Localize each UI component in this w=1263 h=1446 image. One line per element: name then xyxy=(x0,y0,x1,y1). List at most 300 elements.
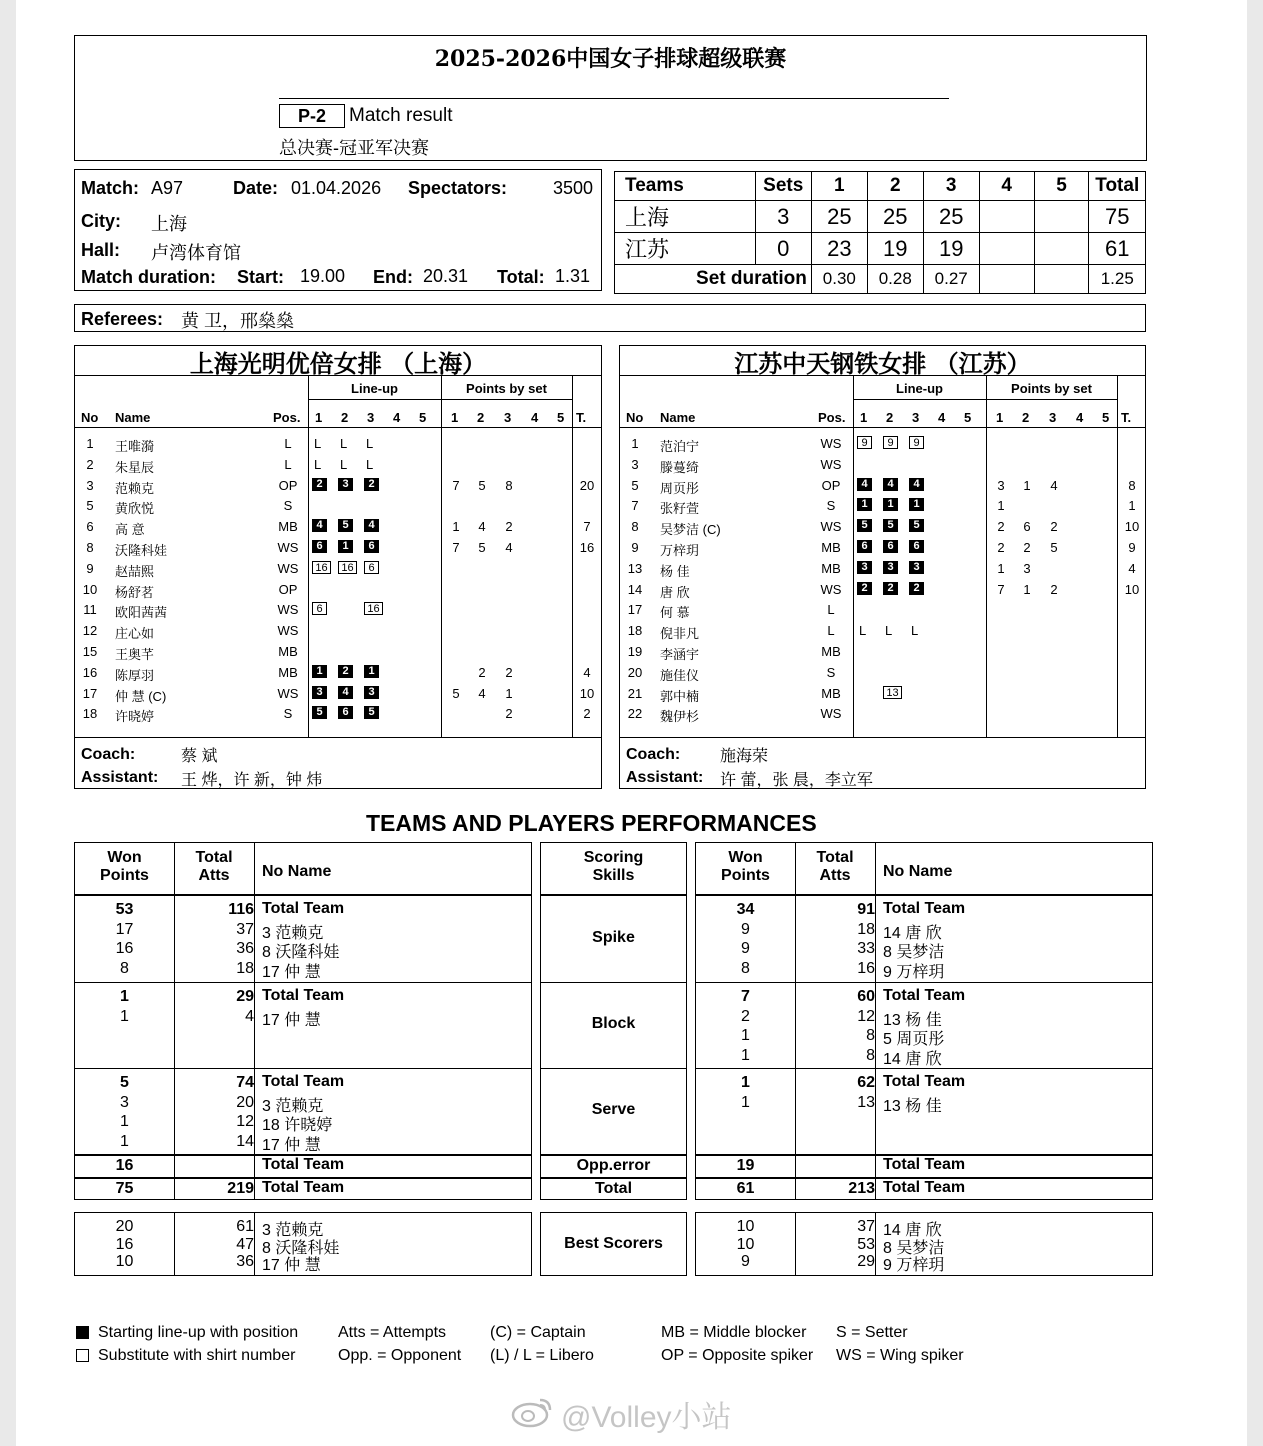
away-team-name: 江苏 xyxy=(615,233,756,265)
total-atts-header: Total Atts xyxy=(195,849,233,884)
best-scorer-points: 10 xyxy=(736,1235,755,1253)
opp_error-team-label: Total Team xyxy=(262,1156,345,1173)
teamB-points-header: Points by set xyxy=(1011,381,1092,396)
player-position: WS xyxy=(820,519,842,535)
libero-marker: L xyxy=(859,623,867,639)
points-set-1: 7 xyxy=(452,477,460,493)
opp_error-won-points: 16 xyxy=(115,1157,134,1174)
substitute-box: 9 xyxy=(909,436,924,449)
player-total-points: 9 xyxy=(1128,540,1136,555)
starting-position-box: 6 xyxy=(883,540,898,553)
player-total-points: 1 xyxy=(1128,498,1136,514)
points-set-1: 2 xyxy=(997,519,1005,535)
starting-position-box: 3 xyxy=(312,686,327,699)
title-rule xyxy=(279,98,949,99)
player-total-points: 4 xyxy=(1128,560,1136,576)
team-total-label: Total Team xyxy=(262,987,345,1004)
teamB-player-row xyxy=(620,537,1145,558)
player-position: MB xyxy=(821,644,841,659)
team-b-performance xyxy=(695,842,1153,1200)
player-position: S xyxy=(826,498,836,514)
starting-position-box: 3 xyxy=(857,561,872,574)
player-name: 朱星辰 xyxy=(115,459,155,475)
start-label: Start: xyxy=(237,267,285,287)
teamA-assistant-names: 王 烨，许 新，钟 炜 xyxy=(181,772,323,789)
teamA-coach-name: 蔡 斌 xyxy=(181,748,218,765)
points-set-3: 2 xyxy=(505,664,513,680)
player-name: 欧阳茜茜 xyxy=(115,605,168,621)
referees-names: 黄 卫，邢燊燊 xyxy=(181,311,295,331)
sets-total-duration: 1.25 xyxy=(1089,265,1146,294)
won-points-value: 8 xyxy=(120,959,129,977)
won-points-value: 9 xyxy=(741,940,750,957)
column-divider xyxy=(254,1213,255,1275)
player-name: 滕蔓绮 xyxy=(660,459,700,475)
player-number: 19 xyxy=(627,644,643,659)
teamB-player-row xyxy=(620,579,1145,600)
player-number: 17 xyxy=(82,685,98,701)
legend-captain: (C) = Captain xyxy=(490,1324,586,1341)
libero-marker: L xyxy=(911,623,919,639)
teamB-player-row xyxy=(620,433,1145,454)
legend-starting-lineup: Starting line-up with position xyxy=(98,1324,299,1341)
player-name: 沃隆科娃 xyxy=(115,543,168,558)
won-points-value: 16 xyxy=(115,940,134,957)
won-points-value: 1 xyxy=(120,1007,129,1025)
duration-label: Match duration: xyxy=(81,267,216,287)
legend-substitute: Substitute with shirt number xyxy=(98,1347,296,1364)
home-total: 75 xyxy=(1089,201,1146,233)
teamB-player-row xyxy=(620,495,1145,516)
player-name: 倪非凡 xyxy=(660,626,700,642)
points-set-2: 2 xyxy=(1023,540,1031,555)
teamB-player-row xyxy=(620,516,1145,537)
starting-position-box: 4 xyxy=(883,478,898,491)
teamB-points-set-header: 4 xyxy=(1076,410,1084,425)
teamB-coach-name: 施海荣 xyxy=(720,748,769,765)
starting-lineup-legend-icon xyxy=(76,1326,89,1339)
section-rule xyxy=(75,1068,531,1069)
teamB-player-row xyxy=(620,475,1145,496)
header-rule xyxy=(75,894,531,896)
best-scorer-atts: 61 xyxy=(236,1218,254,1235)
teamB-footer-rule xyxy=(620,737,1145,738)
teamB-lineup-set-header: 2 xyxy=(886,410,894,425)
starting-position-box: 2 xyxy=(338,665,353,678)
points-set-3: 8 xyxy=(505,477,513,493)
opp_error-won-points: 19 xyxy=(736,1157,755,1174)
player-number: 1 xyxy=(86,436,94,451)
starting-position-box: 1 xyxy=(338,540,353,553)
points-set-2: 4 xyxy=(478,685,486,701)
teamB-points-set-header: 2 xyxy=(1022,410,1030,425)
total-rule xyxy=(541,1177,686,1179)
opp_error-team-label: Total Team xyxy=(883,1156,966,1173)
total-atts-value: 8 xyxy=(866,1027,875,1044)
section-rule xyxy=(541,1068,686,1069)
player-entry: 13 杨 佳 xyxy=(883,1097,942,1115)
teamA-player-row xyxy=(75,495,601,516)
substitute-box: 6 xyxy=(364,561,379,574)
away-total: 61 xyxy=(1089,233,1146,265)
column-divider xyxy=(875,843,876,1199)
teamB-player-row xyxy=(620,641,1145,662)
opp-error-rule xyxy=(541,1154,686,1156)
hall-value: 卢湾体育馆 xyxy=(151,243,241,263)
teamA-points-header: Points by set xyxy=(466,381,547,396)
best-scorer-atts: 37 xyxy=(857,1218,875,1235)
teamB-points-set-header: 5 xyxy=(1102,410,1110,425)
skill-label-total: Total xyxy=(594,1180,633,1197)
starting-position-box: 1 xyxy=(364,665,379,678)
teamA-player-row xyxy=(75,703,601,724)
player-number: 22 xyxy=(627,706,643,722)
substitute-box: 13 xyxy=(883,686,902,699)
points-set-2: 1 xyxy=(1023,477,1031,493)
city-label: City: xyxy=(81,211,121,231)
teamA-total-header: T. xyxy=(576,410,587,425)
won-points-value: 1 xyxy=(120,1132,129,1150)
points-set-1: 7 xyxy=(997,581,1005,597)
points-set-2: 1 xyxy=(1023,581,1031,597)
libero-marker: L xyxy=(366,436,374,451)
player-position: WS xyxy=(277,560,299,576)
set5-duration xyxy=(1034,265,1089,294)
teamB-assistant-names: 许 蕾，张 晨，李立军 xyxy=(720,772,873,789)
weibo-logo-icon xyxy=(510,1396,554,1428)
player-name: 范赖克 xyxy=(115,480,155,496)
starting-position-box: 2 xyxy=(312,478,327,491)
legend-opponent: Opp. = Opponent xyxy=(338,1347,462,1364)
points-set-3: 1 xyxy=(505,685,513,701)
won-points-header: Won Points xyxy=(100,849,149,884)
total-atts-value: 18 xyxy=(857,920,875,938)
teamA-player-row xyxy=(75,599,601,620)
won-points-value: 9 xyxy=(741,920,750,938)
home-set4 xyxy=(979,201,1034,233)
player-name: 吴梦洁 (C) xyxy=(660,522,721,538)
points-set-2: 5 xyxy=(478,540,486,555)
total-atts-value: 33 xyxy=(857,940,875,957)
no-name-header: No Name xyxy=(262,863,332,880)
points-set-2: 4 xyxy=(478,519,486,535)
points-set-3: 4 xyxy=(505,540,513,555)
teamA-no-header: No xyxy=(81,410,99,425)
points-set-2: 2 xyxy=(478,664,486,680)
starting-position-box: 1 xyxy=(312,665,327,678)
total-atts-value: 20 xyxy=(236,1093,254,1111)
player-name: 何 慕 xyxy=(660,605,690,621)
player-total-points: 4 xyxy=(583,664,591,680)
results-header-set3: 3 xyxy=(923,172,979,201)
legend-middle-blocker: MB = Middle blocker xyxy=(661,1324,807,1341)
player-name: 范泊宁 xyxy=(660,439,700,454)
player-position: L xyxy=(827,623,835,639)
player-name: 仲 慧 (C) xyxy=(115,688,167,704)
teamB-lineup-set-header: 5 xyxy=(964,410,972,425)
total-won-points: 75 xyxy=(115,1180,134,1197)
team-a-best-scorers xyxy=(74,1212,532,1276)
player-name: 杨 佳 xyxy=(660,563,690,579)
player-total-points: 8 xyxy=(1128,477,1136,493)
player-name: 郭中楠 xyxy=(660,688,700,704)
player-name: 万梓玥 xyxy=(660,543,700,558)
player-entry: 3 范赖克 xyxy=(262,1097,324,1115)
substitute-box: 16 xyxy=(364,602,383,615)
points-set-1: 3 xyxy=(997,477,1005,493)
teamB-header-rule xyxy=(620,427,1145,428)
player-position: OP xyxy=(821,477,841,493)
libero-marker: L xyxy=(340,456,348,472)
points-set-1: 1 xyxy=(997,560,1005,576)
teamA-lineup-set-header: 1 xyxy=(315,410,323,425)
teamA-lineup-header: Line-up xyxy=(351,381,398,396)
competition-title: 2025-2026中国女子排球超级联赛 xyxy=(434,46,787,72)
won-points-value: 34 xyxy=(736,901,755,918)
home-set1: 25 xyxy=(811,201,867,233)
player-number: 8 xyxy=(631,519,639,535)
best-scorer-points: 16 xyxy=(115,1235,134,1253)
home-set5 xyxy=(1034,201,1089,233)
starting-position-box: 3 xyxy=(338,478,353,491)
player-entry: 17 仲 慧 xyxy=(262,963,321,981)
player-position: OP xyxy=(278,477,298,493)
total-team-label: Total Team xyxy=(262,1179,345,1196)
player-position: WS xyxy=(820,456,842,472)
player-entry: 17 仲 慧 xyxy=(262,1136,321,1154)
won-points-header: Won Points xyxy=(721,849,770,884)
starting-position-box: 3 xyxy=(364,686,379,699)
points-set-3: 2 xyxy=(1050,519,1058,535)
starting-position-box: 4 xyxy=(857,478,872,491)
starting-position-box: 2 xyxy=(857,582,872,595)
player-position: MB xyxy=(821,560,841,576)
teamB-player-row xyxy=(620,683,1145,704)
total-atts-value: 14 xyxy=(236,1132,254,1150)
teamB-coach-label: Coach: xyxy=(626,746,681,763)
results-header-total: Total xyxy=(1089,172,1146,201)
date-label: Date: xyxy=(233,178,279,198)
best-scorers-label: Best Scorers xyxy=(564,1235,663,1252)
total-label: Total: xyxy=(497,267,545,287)
player-number: 20 xyxy=(627,664,643,680)
player-name: 赵喆熙 xyxy=(115,563,155,579)
libero-marker: L xyxy=(314,456,322,472)
player-name: 王奥芊 xyxy=(115,647,155,662)
performance-title: TEAMS AND PLAYERS PERFORMANCES xyxy=(366,810,817,836)
player-number: 5 xyxy=(631,477,639,493)
teamB-player-row xyxy=(620,662,1145,683)
player-entry: 13 杨 佳 xyxy=(883,1011,942,1029)
teamA-group-rule xyxy=(308,399,572,400)
starting-position-box: 5 xyxy=(312,706,327,719)
starting-position-box: 4 xyxy=(312,519,327,532)
player-name: 杨舒茗 xyxy=(115,584,155,600)
won-points-value: 1 xyxy=(741,1027,750,1044)
points-set-2: 5 xyxy=(478,477,486,493)
best-scorer-points: 9 xyxy=(741,1253,750,1270)
starting-position-box: 6 xyxy=(338,706,353,719)
player-entry: 18 许晓婷 xyxy=(262,1117,333,1134)
set3-duration: 0.27 xyxy=(923,265,979,294)
player-position: S xyxy=(283,706,293,722)
starting-position-box: 5 xyxy=(909,519,924,532)
player-position: WS xyxy=(277,540,299,555)
starting-position-box: 5 xyxy=(857,519,872,532)
points-set-1: 1 xyxy=(997,498,1005,514)
player-entry: 8 沃隆科娃 xyxy=(262,944,340,961)
points-set-3: 2 xyxy=(505,706,513,722)
teamB-title-rule xyxy=(620,375,1145,376)
team-total-label: Total Team xyxy=(883,987,966,1004)
total-duration: 1.31 xyxy=(555,266,591,286)
player-total-points: 16 xyxy=(579,540,595,555)
substitute-legend-icon xyxy=(76,1349,89,1362)
player-name: 庄心如 xyxy=(115,626,155,642)
team-total-label: Total Team xyxy=(262,1073,345,1090)
set4-duration xyxy=(979,265,1034,294)
teamA-player-row xyxy=(75,433,601,454)
player-position: L xyxy=(284,456,292,472)
teamB-assistant-label: Assistant: xyxy=(626,769,704,786)
starting-position-box: 1 xyxy=(909,498,924,511)
player-name: 陈厚羽 xyxy=(115,667,155,683)
teamA-assistant-label: Assistant: xyxy=(81,769,159,786)
teamB-player-row xyxy=(620,703,1145,724)
teamA-player-row xyxy=(75,516,601,537)
player-number: 2 xyxy=(86,456,94,472)
player-total-points: 7 xyxy=(583,519,591,535)
results-row-home xyxy=(615,201,1146,233)
total-atts-value: 12 xyxy=(236,1113,254,1130)
player-name: 张籽萱 xyxy=(660,501,700,517)
away-sets: 0 xyxy=(755,233,811,265)
starting-position-box: 2 xyxy=(364,478,379,491)
total-atts-value: 36 xyxy=(236,940,254,957)
player-name: 唐 欣 xyxy=(660,584,690,600)
spectators-label: Spectators: xyxy=(408,178,508,198)
total-atts-value: 18 xyxy=(236,959,254,977)
player-name: 黄欣悦 xyxy=(115,501,155,517)
home-set2: 25 xyxy=(867,201,923,233)
column-divider xyxy=(174,1213,175,1275)
player-position: L xyxy=(284,436,292,451)
teamA-points-set-header: 3 xyxy=(504,410,512,425)
watermark-text: @Volley小站 xyxy=(561,1401,732,1434)
player-name: 魏伊杉 xyxy=(660,709,700,725)
results-header-set2: 2 xyxy=(867,172,923,201)
scoring-skills-header: Scoring Skills xyxy=(583,849,644,884)
away-set2: 19 xyxy=(867,233,923,265)
results-row-away xyxy=(615,233,1146,265)
substitute-box: 16 xyxy=(312,561,331,574)
match-info-box xyxy=(74,169,602,291)
player-total-points: 10 xyxy=(579,685,595,701)
total-atts-value: 37 xyxy=(236,920,254,938)
total-team-label: Total Team xyxy=(883,1179,966,1196)
results-header-sets: Sets xyxy=(755,172,811,201)
player-number: 16 xyxy=(82,664,98,680)
away-set3: 19 xyxy=(923,233,979,265)
teamA-player-row xyxy=(75,475,601,496)
starting-position-box: 5 xyxy=(338,519,353,532)
player-position: WS xyxy=(820,436,842,451)
player-total-points: 10 xyxy=(1124,581,1140,597)
libero-marker: L xyxy=(340,436,348,451)
legend-libero: (L) / L = Libero xyxy=(490,1347,594,1364)
player-total-points: 10 xyxy=(1124,519,1140,535)
teamA-points-set-header: 4 xyxy=(531,410,539,425)
score-sheet-page xyxy=(16,0,1247,1446)
total-won-points: 61 xyxy=(736,1180,755,1197)
teamA-name: 上海光明优倍女排 （上海） xyxy=(189,349,487,378)
player-number: 10 xyxy=(82,581,98,597)
player-position: MB xyxy=(278,519,298,535)
teamA-points-set-header: 1 xyxy=(451,410,459,425)
teamA-player-row xyxy=(75,558,601,579)
results-header-set1: 1 xyxy=(811,172,867,201)
team-total-label: Total Team xyxy=(883,1073,966,1090)
set-duration-row xyxy=(615,265,1146,294)
total-total-atts: 219 xyxy=(227,1180,254,1197)
won-points-value: 53 xyxy=(115,901,134,918)
won-points-value: 5 xyxy=(120,1074,129,1091)
won-points-value: 17 xyxy=(115,920,134,938)
teamB-no-header: No xyxy=(626,410,644,425)
best-scorer-name: 8 沃隆科娃 xyxy=(262,1239,340,1257)
player-number: 3 xyxy=(86,477,94,493)
teamA-player-row xyxy=(75,454,601,475)
teamA-lineup-set-header: 3 xyxy=(367,410,375,425)
points-set-1: 5 xyxy=(452,685,460,701)
end-label: End: xyxy=(373,267,413,287)
player-name: 许晓婷 xyxy=(115,709,155,725)
points-set-3: 2 xyxy=(1050,581,1058,597)
player-name: 施佳仪 xyxy=(660,667,700,683)
points-set-2: 6 xyxy=(1023,519,1031,535)
starting-position-box: 4 xyxy=(909,478,924,491)
teamA-player-row xyxy=(75,662,601,683)
starting-position-box: 2 xyxy=(883,582,898,595)
player-number: 12 xyxy=(82,623,98,639)
column-divider xyxy=(795,1213,796,1275)
results-table xyxy=(614,171,1146,294)
total-atts-value: 116 xyxy=(228,901,254,918)
teamA-player-row xyxy=(75,683,601,704)
header-box xyxy=(74,35,1147,161)
libero-marker: L xyxy=(314,436,322,451)
column-divider xyxy=(795,843,796,1199)
teamB-name-header: Name xyxy=(660,410,696,425)
player-number: 7 xyxy=(631,498,639,514)
best-scorer-atts: 36 xyxy=(236,1253,254,1270)
best-scorer-atts: 29 xyxy=(857,1253,875,1270)
home-sets: 3 xyxy=(755,201,811,233)
away-set4 xyxy=(979,233,1034,265)
teamA-player-row xyxy=(75,620,601,641)
teamA-title-rule xyxy=(75,375,601,376)
player-position: WS xyxy=(277,623,299,639)
city-value: 上海 xyxy=(151,214,187,234)
starting-position-box: 5 xyxy=(364,706,379,719)
teamB-player-row xyxy=(620,558,1145,579)
player-position: MB xyxy=(278,644,298,659)
teamB-name: 江苏中天钢铁女排 （江苏） xyxy=(734,349,1031,378)
starting-position-box: 3 xyxy=(909,561,924,574)
starting-position-box: 5 xyxy=(883,519,898,532)
player-number: 18 xyxy=(82,706,98,722)
player-position: MB xyxy=(821,685,841,701)
